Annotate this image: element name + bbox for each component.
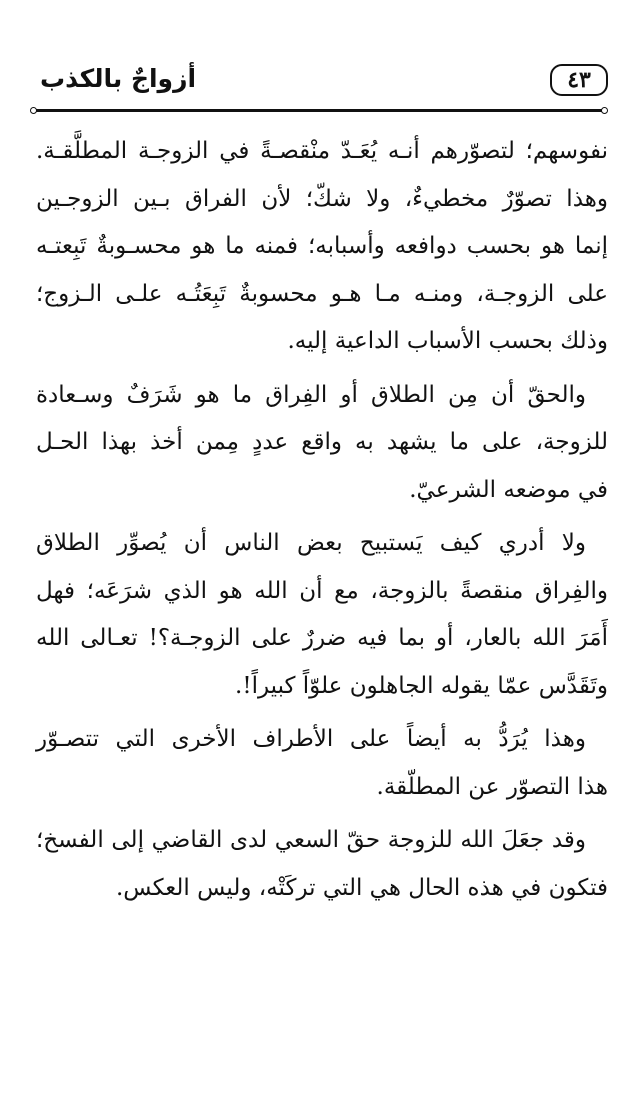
text-line: أَمَرَ الله بالعار، أو بما فيه ضررٌ على الزوجـة؟! تعـالى الله bbox=[36, 625, 608, 651]
body-text bbox=[36, 128, 608, 912]
text-line: وتَقَدَّس عمّا يقوله الجاهلون علوّاً كبيراً!. bbox=[235, 672, 608, 699]
text-line: فتكون في هذه الحال هي التي تركَتْه، وليس العكس. bbox=[115, 874, 608, 901]
text-line: إنما هو بحسب دوافعه وأسبابه؛ فمنه ما هو محسـوبةٌ تَبِعتـه bbox=[36, 233, 608, 259]
running-title: أزواجٌ بالكذب bbox=[40, 64, 197, 93]
text-line: نفوسهم؛ لتصوّرهم أنـه يُعَـدّ منْقصـةً في الزوجـة المطلَّقـة. bbox=[36, 138, 608, 164]
text-line: والفِراق منقصةً بالزوجة، مع أن الله هو الذي شرَعَه؛ فهل bbox=[36, 577, 608, 604]
text-line: في موضعه الشرعيّ. bbox=[409, 476, 608, 503]
page-number-badge bbox=[550, 64, 608, 96]
divider-end-ornament bbox=[601, 107, 608, 114]
text-line: وذلك بحسب الأسباب الداعية إليه. bbox=[287, 328, 608, 354]
text-line: والحقّ أن مِن الطلاق أو الفِراق ما هو شَرَفٌ وسـعادة bbox=[36, 381, 586, 408]
text-line: وقد جعَلَ الله للزوجة حقّ السعي لدى القاضي إلى الفسخ؛ bbox=[36, 827, 586, 853]
page-number: ٤٣ bbox=[567, 67, 591, 93]
text-line: وهذا يُرَدُّ به أيضاً على الأطراف الأخرى التي تتصـوّر bbox=[36, 726, 586, 752]
header-divider bbox=[30, 107, 608, 114]
text-line: للزوجة، على ما يشهد به واقع عددٍ مِمن أخذ بهذا الحـل bbox=[36, 429, 608, 455]
text-line: على الزوجـة، ومنـه مـا هـو محسوبةٌ تَبِعَتُـه علـى الـزوج؛ bbox=[36, 280, 608, 307]
text-line: هذا التصوّر عن المطلّقة. bbox=[376, 773, 608, 800]
text-line: وهذا تصوّرٌ مخطيءٌ، ولا شكّ؛ لأن الفراق بـين الزوجـين bbox=[36, 185, 608, 212]
page-header bbox=[30, 62, 608, 102]
divider-line bbox=[36, 109, 602, 112]
text-line: ولا أدري كيف يَستبيح بعض الناس أن يُصوِّر الطلاق bbox=[36, 530, 586, 556]
